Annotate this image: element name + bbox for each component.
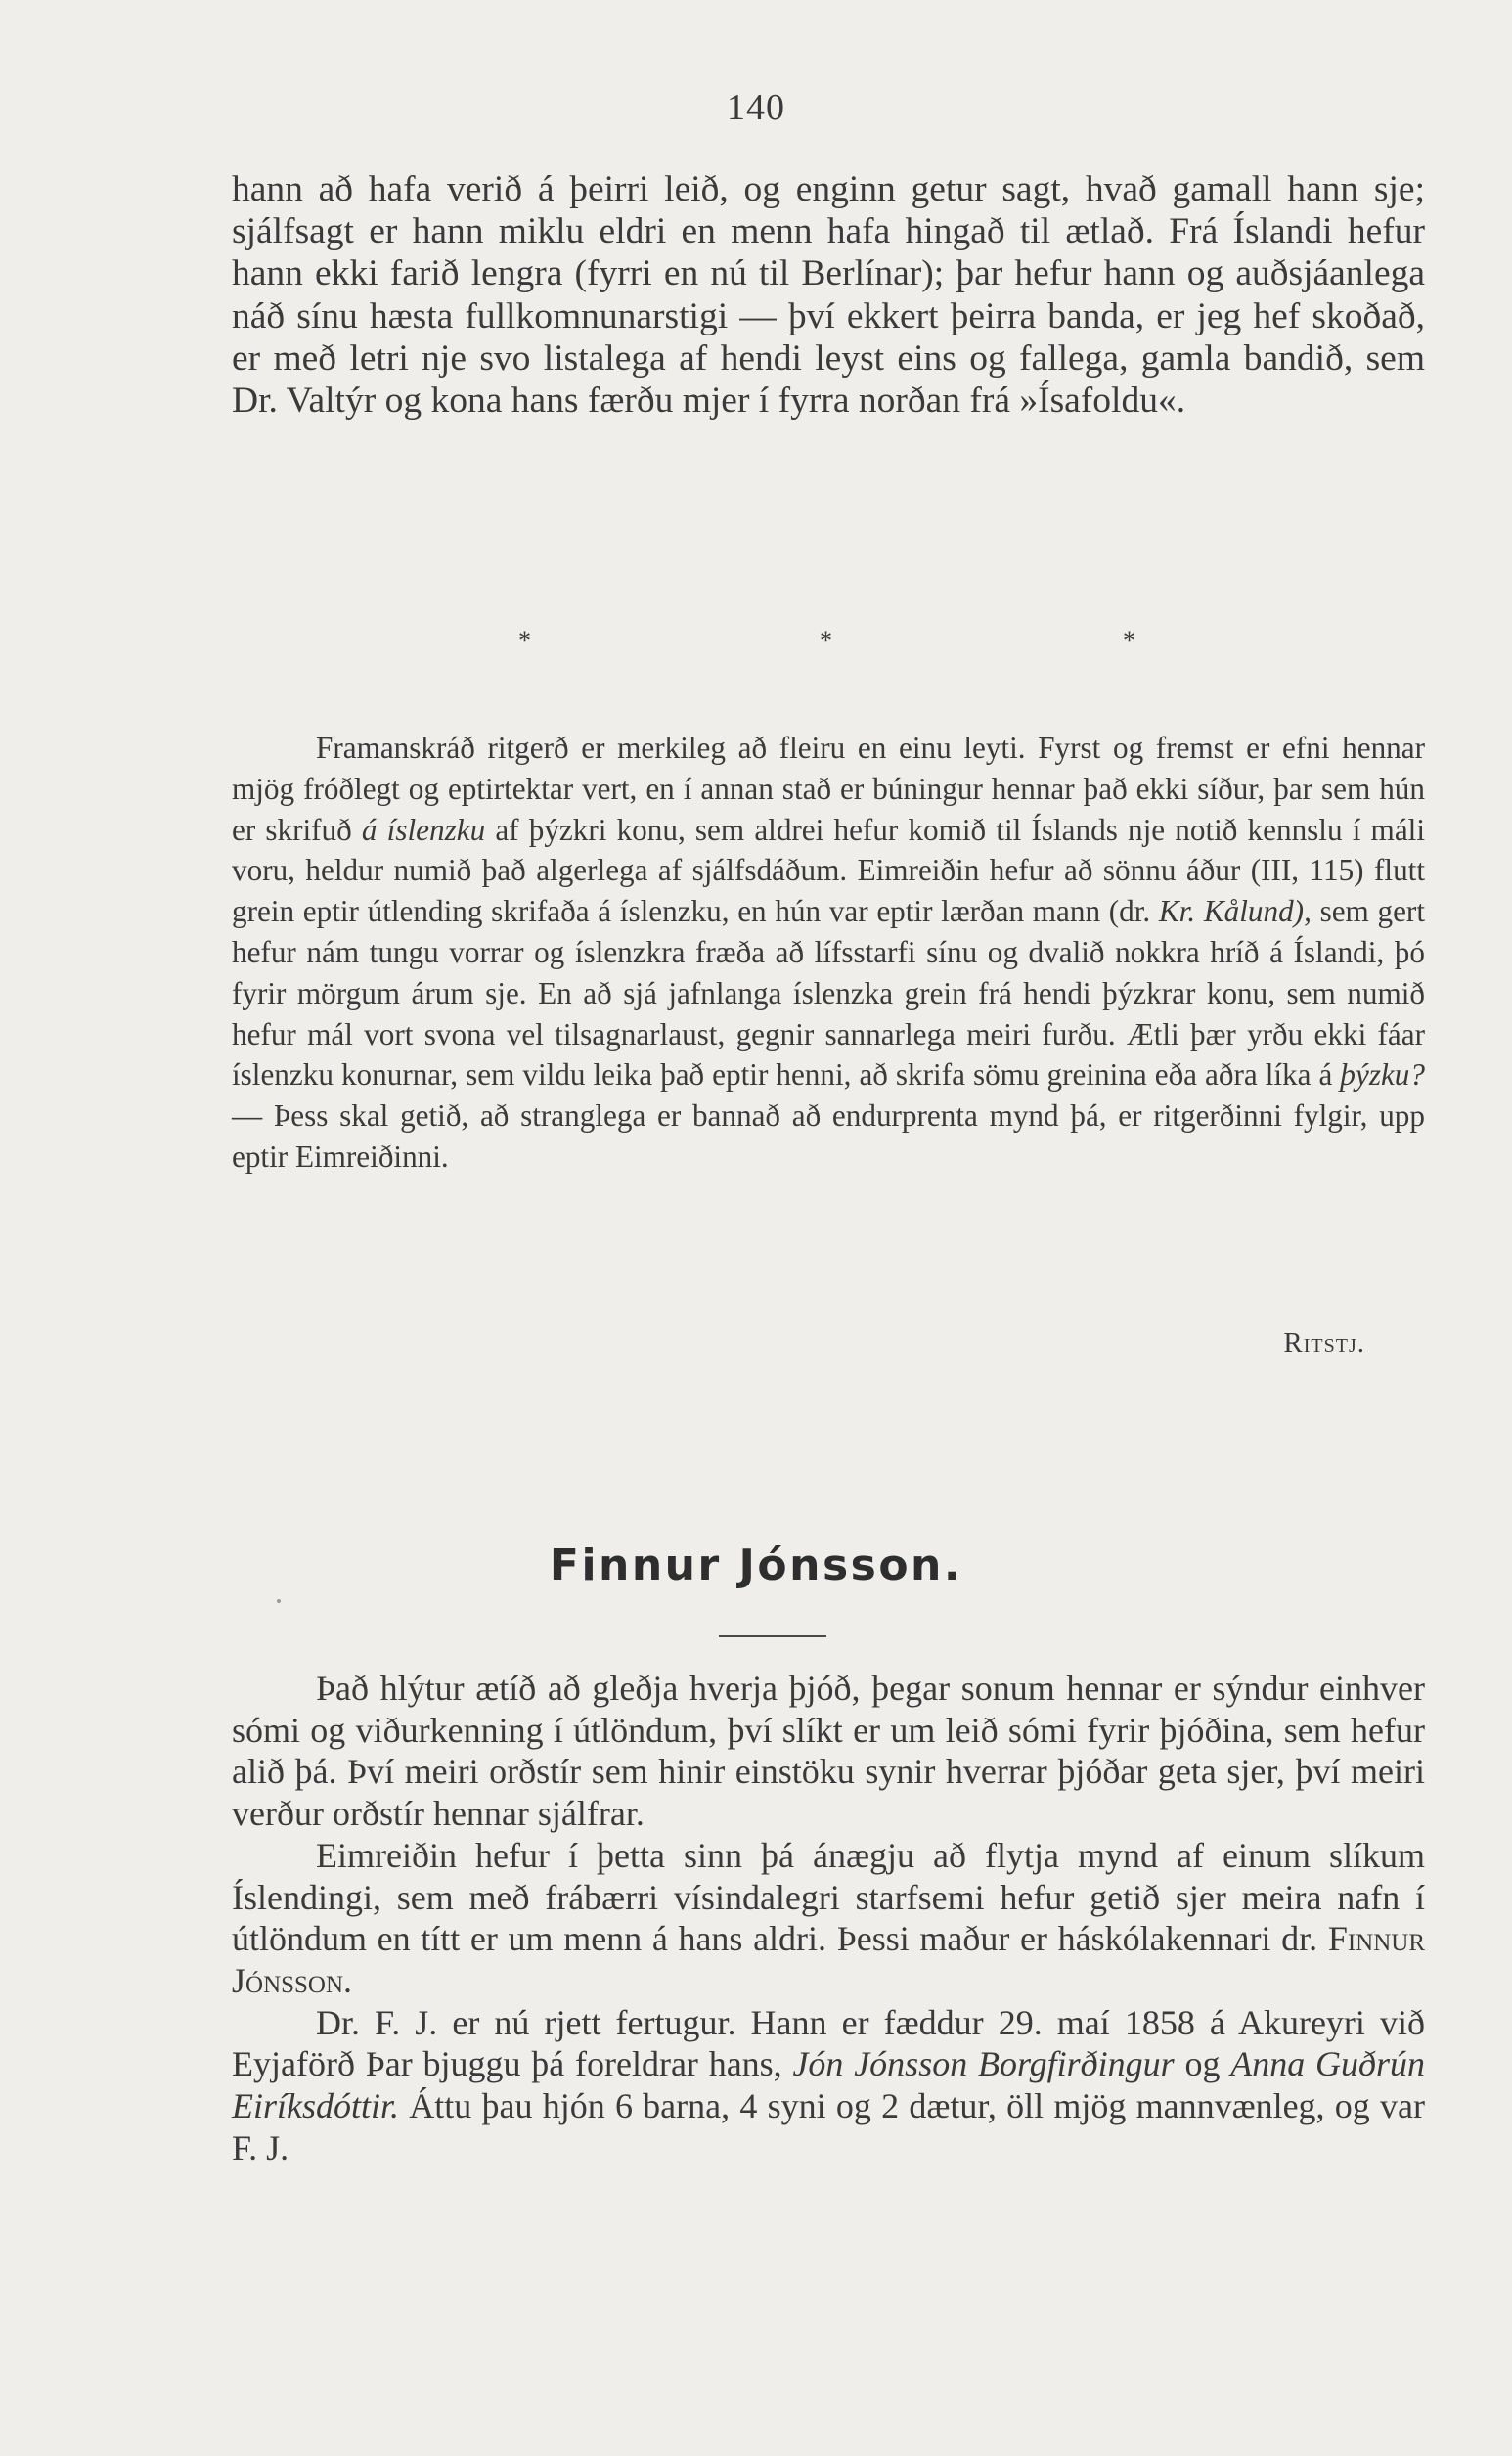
- article-paragraph: [232, 2002, 1425, 2169]
- separator-star: *: [1123, 626, 1135, 654]
- section-separator: [0, 626, 1512, 665]
- editor-signature: Ritstj.: [1283, 1327, 1365, 1359]
- print-speck: [277, 1599, 281, 1603]
- article-text: og: [1174, 2044, 1231, 2084]
- article-heading: Finnur Jónsson.: [549, 1541, 963, 1590]
- editor-note-italic: á íslenzku: [361, 812, 486, 847]
- article-text: Það hlýtur ætíð að gleðja hverja þjóð, þegar sonum hennar er sýndur einhver sómi og viðurkenning í útlöndum, því slíkt er um leið sómi fyrir þjóðina, sem hefur alið þá. Því meiri orðstír sem hinir einstöku synir hverrar þjóðar geta sjer, því meiri verður orðstír hennar sjálfrar.: [232, 1669, 1425, 1834]
- article-paragraph: [232, 1668, 1425, 1835]
- editor-note: [232, 728, 1425, 1178]
- editor-note-text: Framanskráð ritgerð er merkileg að fleiru en einu leyti. Fyrst og fremst er efni hennar mjög fróðlegt og eptirtektar vert, en í annan stað er búningur hennar það ekki síður, þar sem hún er skrifuð: [232, 731, 1425, 847]
- heading-rule: [719, 1635, 826, 1637]
- separator-star: *: [518, 626, 531, 654]
- article-italic: Anna Guðrún Eiríksdóttir.: [232, 2044, 1425, 2126]
- separator-star: *: [820, 626, 832, 654]
- paragraph-binding-history: hann að hafa verið á þeirri leið, og enginn getur sagt, hvað gamall hann sje; sjálfsagt er hann miklu eldri en menn hafa hingað til ætlað. Frá Íslandi hefur hann ekki farið lengra (fyrri en nú til Berlínar); þar hefur hann og auðsjáanlega náð sínu hæsta fullkomnunarstigi — því ekkert þeirra banda, er jeg hef skoðað, er með letri nje svo listalega af hendi leyst eins og fallega, gamla bandið, sem Dr. Valtýr og kona hans færðu mjer í fyrra norðan frá »Ísafoldu«.: [232, 169, 1425, 422]
- editor-note-italic: þýzku?: [1340, 1057, 1425, 1093]
- editor-note-italic: Kr. Kålund),: [1158, 894, 1312, 929]
- article-italic: Jón Jónsson Borgfirðingur: [792, 2044, 1175, 2084]
- editor-note-text: — Þess skal getið, að stranglega er bannað að endurprenta mynd þá, er ritgerðinni fylgir, upp eptir Eimreiðinni.: [232, 1098, 1425, 1174]
- article-name-smallcaps: Finnur Jónsson.: [232, 1919, 1425, 2000]
- editor-note-text: af þýzkri konu, sem aldrei hefur komið til Íslands nje notið kennslu í máli voru, heldur numið það algerlega af sjálfsdáðum. Eimreiðin hefur að sönnu áður (III, 115) flutt grein eptir útlending skrifaða á íslenzku, en hún var eptir lærðan mann (dr.: [232, 812, 1425, 929]
- article-text: Áttu þau hjón 6 barna, 4 syni og 2 dætur, öll mjög mannvænleg, og var F. J.: [232, 2086, 1425, 2167]
- article-text: Dr. F. J. er nú rjett fertugur. Hann er fæddur 29. maí 1858 á Akureyri við Eyjaförð Þar bjuggu þá foreldrar hans,: [232, 2002, 1425, 2084]
- article-text: Eimreiðin hefur í þetta sinn þá ánægju að flytja mynd af einum slíkum Íslendingi, sem með frábærri vísindalegri starfsemi hefur getið sjer meira nafn í útlöndum en títt er um menn á hans aldri. Þessi maður er háskólakennari dr.: [232, 1835, 1425, 1959]
- article-body: [232, 1668, 1425, 2168]
- editor-note-text: sem gert hefur nám tungu vorrar og íslenzkra fræða að lífsstarfi sínu og dvalið nokkra hríð á Íslandi, þó fyrir mörgum árum sje. En að sjá jafnlanga íslenzka grein frá hendi þýzkrar konu, sem numið hefur mál vort svona vel tilsagnarlaust, gegnir sannarlega meiri furðu. Ætli þær yrðu ekki fáar íslenzku konurnar, sem vildu leika það eptir henni, að skrifa sömu greinina eða aðra líka á: [232, 894, 1425, 1093]
- article-paragraph: [232, 1835, 1425, 2002]
- page-number: 140: [727, 87, 785, 128]
